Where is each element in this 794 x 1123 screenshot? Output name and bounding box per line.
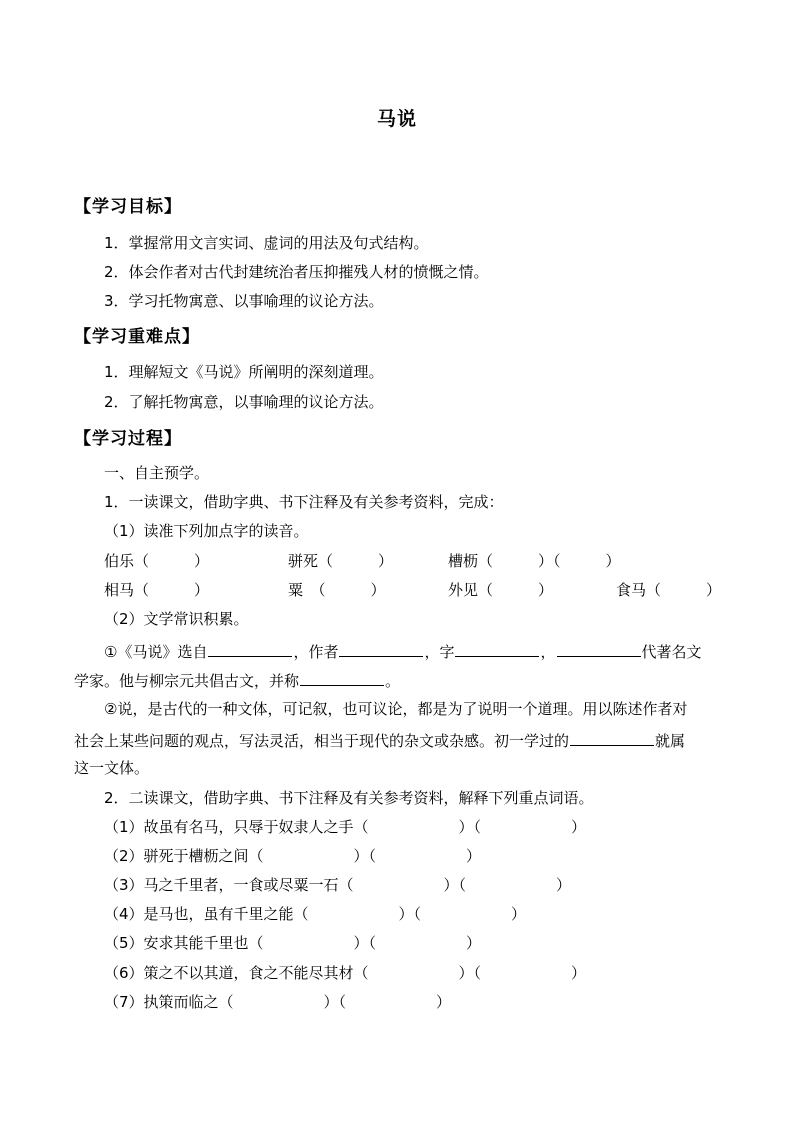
word-item: （6）策之不以其道，食之不能尽其材（ ）（ ）	[104, 964, 587, 982]
page-title: 马说	[376, 108, 417, 130]
pron-item: 粟 （ ）	[288, 581, 386, 599]
subtask-instruction: （2）文学常识积累。	[104, 610, 249, 628]
section-heading-process: 【学习过程】	[74, 429, 182, 449]
word-item: （3）马之千里者，一食或尽粟一石（ ）（ ）	[104, 876, 572, 894]
word-item: （2）骈死于槽枥之间（ ）（ ）	[104, 847, 482, 865]
word-item: （7）执策而临之（ ）（ ）	[104, 993, 452, 1011]
fill-blank[interactable]	[208, 640, 292, 657]
goal-item: 2．体会作者对古代封建统治者压抑摧残人材的愤慨之情。	[104, 263, 489, 281]
task-instruction: 1．一读课文，借助字典、书下注释及有关参考资料，完成：	[104, 493, 504, 511]
pron-item: 食马（ ）	[616, 581, 722, 599]
step-title: 一、自主预学。	[104, 464, 210, 482]
word-item: （5）安求其能千里也（ ）（ ）	[104, 934, 482, 952]
fill-in-sentence: 学家。他与柳宗元共倡古文，并称 。	[74, 669, 400, 691]
fill-blank[interactable]	[300, 669, 384, 686]
fill-blank[interactable]	[339, 640, 423, 657]
pron-item: 相马（ ）	[104, 581, 210, 599]
goal-item: 3．学习托物寓意、以事喻理的议论方法。	[104, 292, 384, 310]
fill-blank[interactable]	[570, 729, 654, 746]
key-point-item: 2．了解托物寓意，以事喻理的议论方法。	[104, 393, 384, 411]
section-heading-goals: 【学习目标】	[74, 197, 182, 217]
paragraph-line: ②说，是古代的一种文体，可记叙，也可议论，都是为了说明一个道理。用以陈述作者对	[104, 700, 688, 718]
word-item: （4）是马也，虽有千里之能（ ）（ ）	[104, 905, 527, 923]
fill-blank[interactable]	[455, 640, 539, 657]
subtask-instruction: （1）读准下列加点字的读音。	[104, 522, 309, 540]
section-heading-key-points: 【学习重难点】	[74, 327, 200, 347]
pron-item: 伯乐（ ）	[104, 552, 210, 570]
word-item: （1）故虽有名马，只辱于奴隶人之手（ ）（ ）	[104, 818, 587, 836]
task-instruction: 2．二读课文，借助字典、书下注释及有关参考资料，解释下列重点词语。	[104, 789, 594, 807]
pron-item: 槽枥（ ）（ ）	[448, 552, 621, 570]
fill-in-sentence: 社会上某些问题的观点，写法灵活，相当于现代的杂文或杂感。初一学过的 就属	[74, 729, 685, 751]
fill-blank[interactable]	[557, 640, 641, 657]
pron-item: 骈死（ ）	[288, 552, 394, 570]
paragraph-line: 这一文体。	[74, 759, 150, 777]
key-point-item: 1．理解短文《马说》所阐明的深刻道理。	[104, 363, 384, 381]
pron-item: 外见（ ）	[448, 581, 554, 599]
goal-item: 1．掌握常用文言实词、虚词的用法及句式结构。	[104, 234, 429, 252]
fill-in-sentence: ①《马说》选自 ，作者 ，字 ， 代著名文	[104, 640, 702, 662]
